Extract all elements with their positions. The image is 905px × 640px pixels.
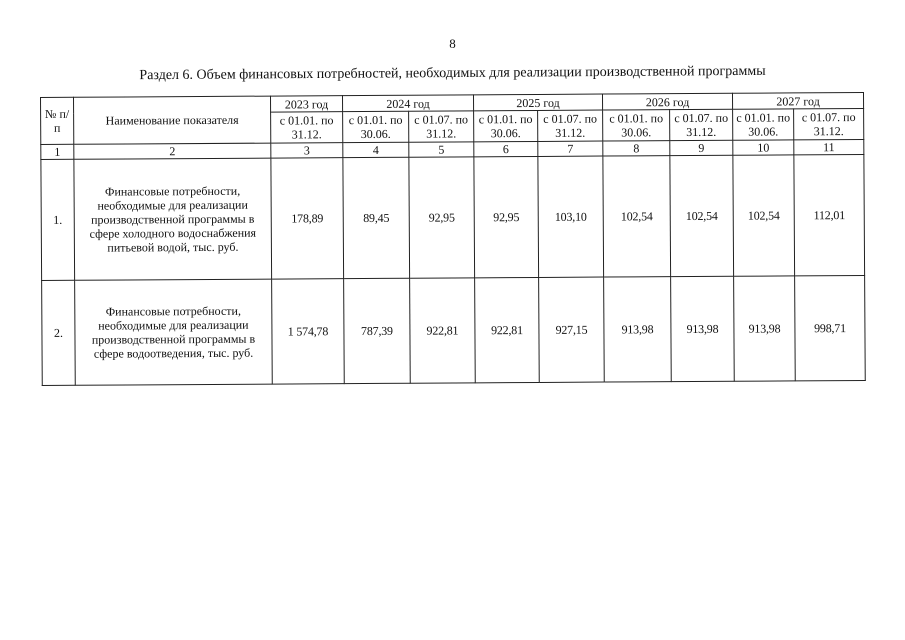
year-header-2026: 2026 год [603,93,733,110]
row-value: 102,54 [733,155,795,276]
table-row [41,154,865,280]
period-header: с 01.07. по 31.12. [538,110,603,141]
period-header: с 01.01. по 30.06. [343,111,409,142]
year-header-2023: 2023 год [270,96,342,112]
column-number: 3 [271,143,343,158]
year-header-2024: 2024 год [342,95,473,112]
row-value: 922,81 [475,277,540,382]
period-header: с 01.01. по 30.06. [474,110,538,141]
column-number: 8 [603,141,670,156]
row-number: 2. [42,280,76,385]
period-header: с 01.07. по 31.12. [409,111,474,142]
row-name: Финансовые потребности, необходимые для реализации производственной программы в сфере холодного водоснабжения питьевой водой, тыс. руб. [74,158,272,280]
row-value: 787,39 [344,278,411,383]
row-value: 92,95 [474,156,539,277]
table-row [42,275,866,385]
row-value: 922,81 [410,278,476,383]
row-name: Финансовые потребности, необходимые для реализации производственной программы в сфере водоотведения, тыс. руб. [75,279,273,385]
row-number: 1. [41,159,75,280]
year-header-2025: 2025 год [474,94,603,111]
period-header: с 01.01. по 31.12. [271,112,343,143]
period-header: с 01.07. по 31.12. [794,108,864,139]
row-value: 102,54 [670,155,734,276]
col-num-header: № п/п [41,97,74,144]
row-value: 178,89 [271,158,344,279]
row-value: 102,54 [603,156,671,277]
row-value: 92,95 [409,157,475,278]
row-value: 927,15 [539,277,605,382]
column-number: 4 [343,142,409,157]
row-value: 998,71 [795,275,866,380]
column-number: 5 [409,142,474,157]
period-header: с 01.01. по 30.06. [603,110,670,141]
year-header-2027: 2027 год [733,92,864,109]
row-value: 913,98 [671,276,735,381]
column-number: 1 [41,144,74,159]
column-number: 10 [733,140,794,155]
column-number: 6 [474,141,538,156]
row-value: 913,98 [734,276,796,381]
financial-needs-table [40,92,866,386]
page-number: 8 [449,36,456,51]
row-value: 112,01 [794,154,865,275]
column-number: 2 [74,143,271,159]
column-number: 9 [670,140,733,155]
row-value: 913,98 [604,277,672,382]
column-number: 11 [794,139,864,154]
row-value: 89,45 [343,157,410,278]
row-value: 1 574,78 [272,279,345,384]
period-header: с 01.01. по 30.06. [733,109,794,140]
column-number: 7 [538,141,603,156]
period-header: с 01.07. по 31.12. [670,109,733,140]
col-name-header: Наименование показателя [74,96,271,144]
row-value: 103,10 [538,156,604,277]
section-title: Раздел 6. Объем финансовых потребностей, необходимых для реализации производственной программы [139,63,766,84]
